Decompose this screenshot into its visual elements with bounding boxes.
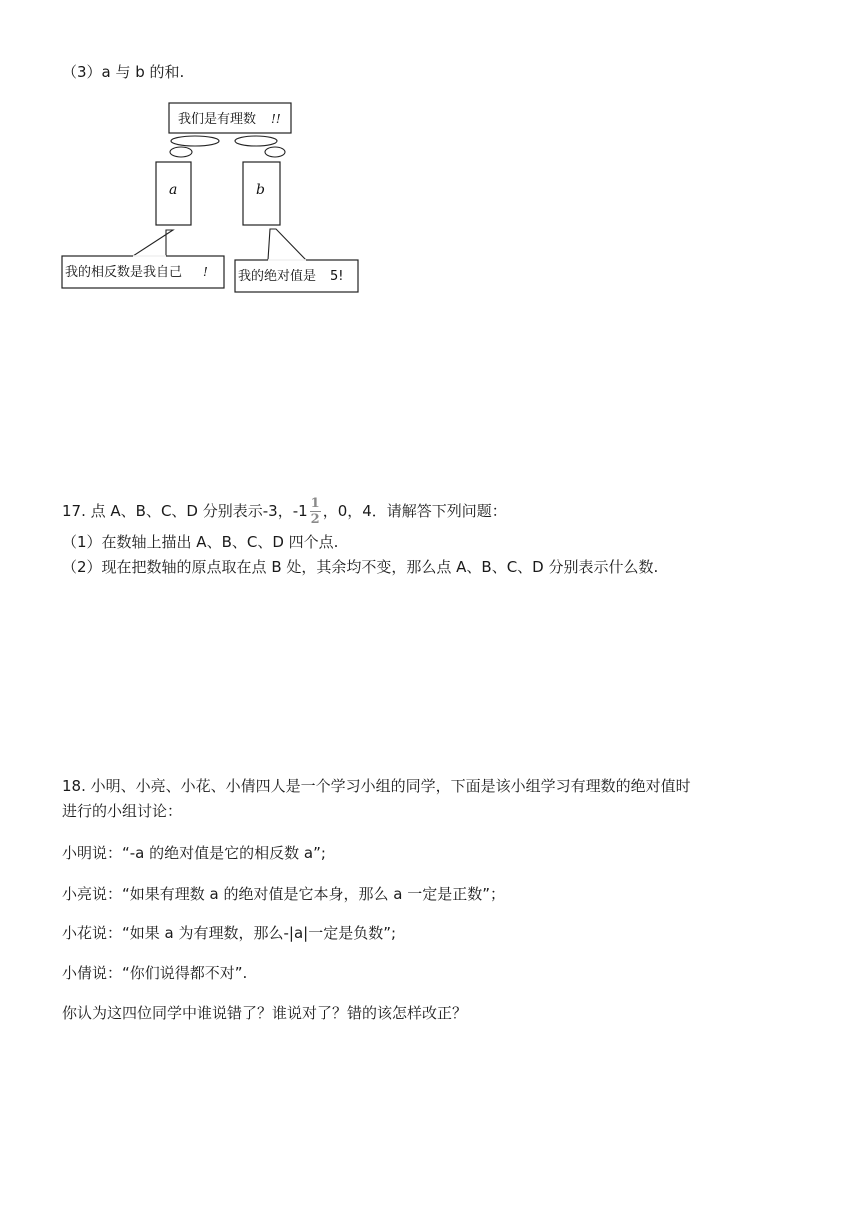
q17-part2: （2）现在把数轴的原点取在点 B 处，其余均不变，那么点 A、B、C、D 分别表示什么数. (62, 558, 659, 576)
q17-part1: （1）在数轴上描出 A、B、C、D 四个点. (62, 533, 339, 551)
thought-bubble-small-left (170, 147, 192, 157)
bubble-a-pointer (133, 230, 173, 256)
top-speech-text: 我们是有理数 (178, 112, 257, 127)
bubble-a-text: 我的相反数是我自己 (65, 265, 183, 280)
bubble-b-pointer (268, 229, 306, 260)
q18-line1: 18. 小明、小亮、小花、小倩四人是一个学习小组的同学，下面是该小组学习有理数的绝对值时 (62, 777, 691, 795)
q18-xiaoming: 小明说：“-a 的绝对值是它的相反数 a”; (62, 844, 326, 862)
q18-xiaoqian: 小倩说：“你们说得都不对”. (62, 964, 248, 982)
part3-text: （3）a 与 b 的和. (62, 63, 185, 81)
top-speech-mark: !! (271, 112, 281, 126)
card-a-label: a (169, 182, 178, 198)
thought-bubble-large-right (235, 136, 277, 146)
thought-bubble-small-right (265, 147, 285, 157)
q17-fraction-denominator: 2 (310, 512, 320, 527)
q18-xiaohua: 小花说：“如果 a 为有理数，那么-|a|一定是负数”; (62, 924, 397, 942)
q17-prefix: 17. 点 A、B、C、D 分别表示-3，-1 (62, 502, 308, 520)
q18-question: 你认为这四位同学中谁说错了？谁说对了？错的该怎样改正？ (62, 1004, 468, 1022)
q18-line2: 进行的小组讨论： (62, 802, 183, 820)
q17-fraction (310, 496, 321, 527)
q17-suffix: ，0，4．请解答下列问题： (322, 502, 507, 520)
bubble-a-mark: ! (203, 265, 208, 279)
bubble-b-text: 我的绝对值是 (238, 269, 317, 284)
bubble-b-value: 5! (330, 269, 344, 284)
q17-stem (62, 496, 507, 527)
thought-bubble-large-left (171, 136, 219, 146)
card-b-label: b (256, 182, 265, 198)
q18-xiaoliang: 小亮说：“如果有理数 a 的绝对值是它本身，那么 a 一定是正数”； (62, 885, 506, 903)
rational-numbers-figure (0, 0, 860, 320)
q17-fraction-numerator: 1 (310, 496, 320, 511)
